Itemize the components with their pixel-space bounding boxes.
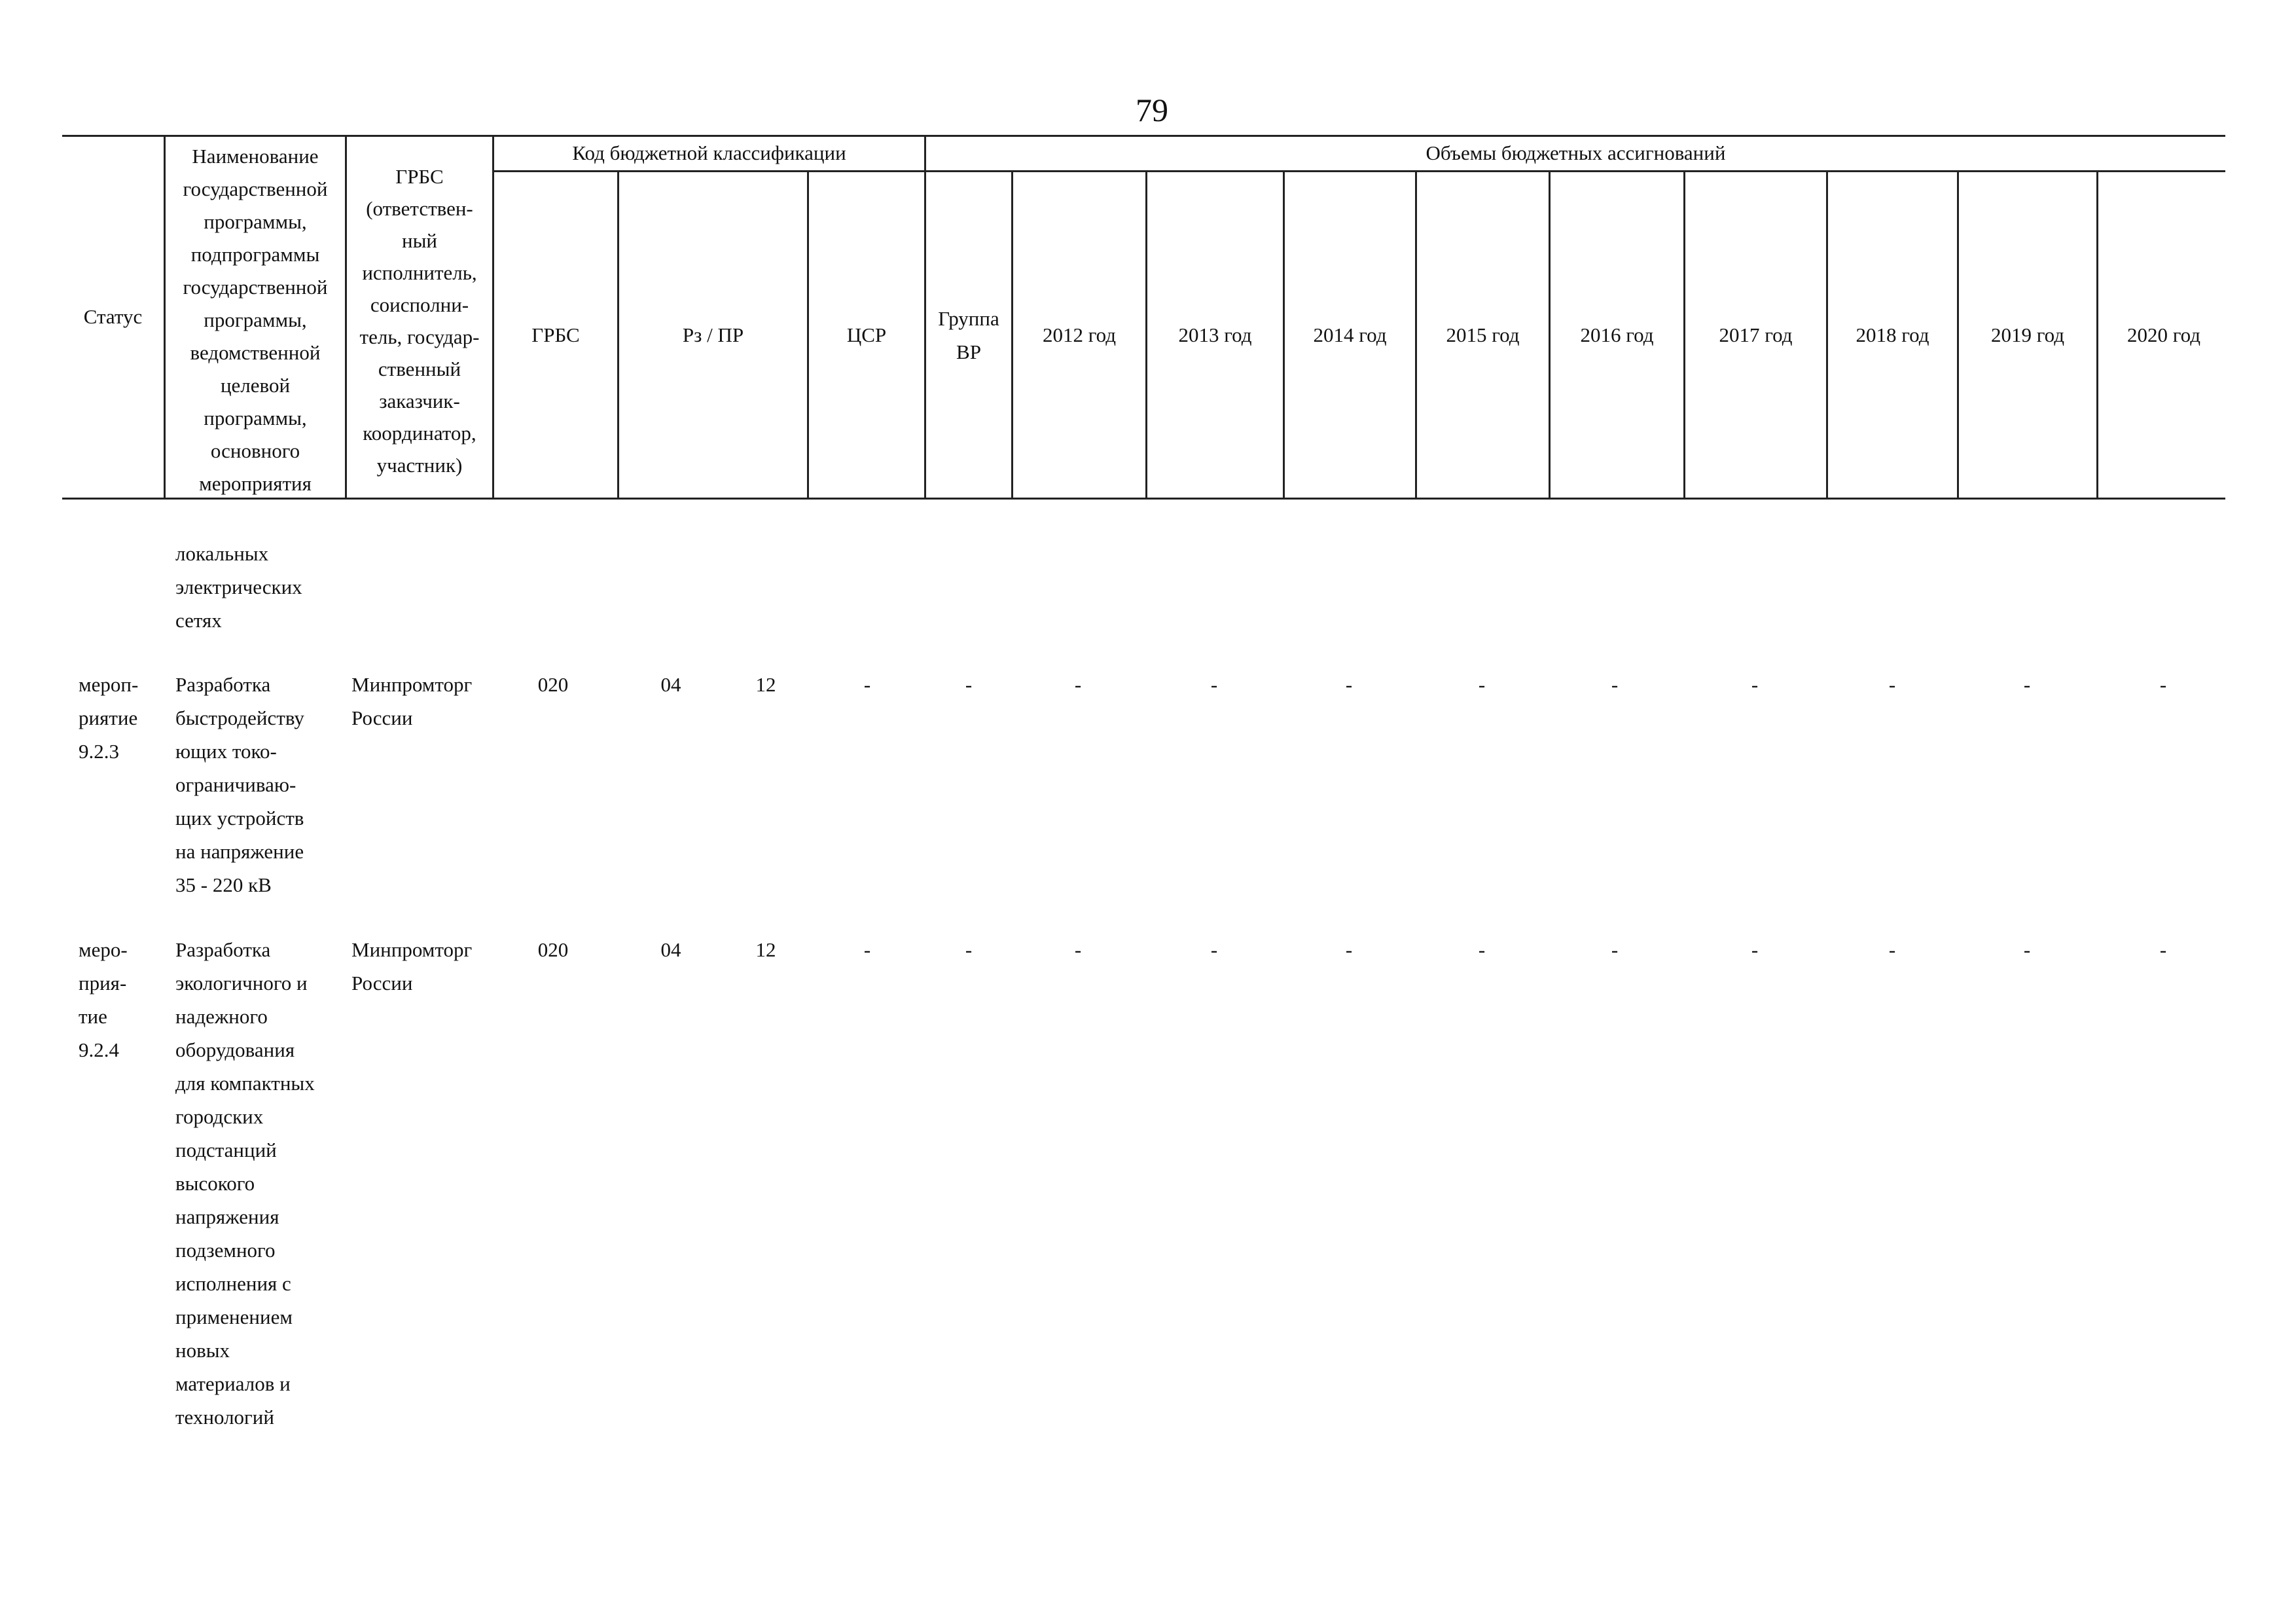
row-status: мероп- риятие 9.2.3 bbox=[79, 673, 139, 763]
row-status: меро- прия- тие 9.2.4 bbox=[79, 938, 128, 1061]
row-year-value: - bbox=[1345, 673, 1353, 696]
row-year-value: - bbox=[1751, 673, 1759, 696]
row-year-value: - bbox=[2023, 938, 2031, 961]
header-grbs-responsible: ГРБС (ответствен- ный исполнитель, соисполни- тель, государ- ственный заказчик- координатор, участник) bbox=[359, 165, 480, 477]
page-number: 79 bbox=[1136, 92, 1168, 128]
header-year: 2012 год bbox=[1042, 323, 1117, 346]
row-year-value: - bbox=[1888, 938, 1896, 961]
row-name: Разработка быстродейству ющих токо- ограничиваю- щих устройств на напряжение 35 - 220 кВ bbox=[175, 673, 304, 896]
row-year-value: - bbox=[1611, 938, 1619, 961]
header-group-vr: Группа ВР bbox=[938, 306, 999, 363]
row-executor: Минпромторг России bbox=[351, 673, 473, 729]
row-year-value: - bbox=[1074, 673, 1082, 696]
continuation-text: локальных электрических сетях bbox=[175, 542, 302, 632]
row-year-value: - bbox=[2159, 673, 2167, 696]
row-csr: - bbox=[863, 938, 871, 961]
row-rz: 04 bbox=[660, 938, 681, 961]
row-grbs: 020 bbox=[537, 673, 569, 696]
row-csr: - bbox=[863, 673, 871, 696]
header-rz-pr: Рз / ПР bbox=[682, 323, 744, 346]
row-year-value: - bbox=[1345, 938, 1353, 961]
header-bottom-rule bbox=[62, 498, 2225, 500]
header-year: 2015 год bbox=[1446, 323, 1520, 346]
header-year: 2013 год bbox=[1178, 323, 1252, 346]
row-vr: - bbox=[965, 673, 973, 696]
header-year: 2019 год bbox=[1990, 323, 2065, 346]
row-year-value: - bbox=[2023, 673, 2031, 696]
row-year-value: - bbox=[1478, 673, 1486, 696]
row-pr: 12 bbox=[755, 673, 776, 696]
header-budget-code-group: Код бюджетной классификации bbox=[572, 141, 846, 164]
header-status: Статус bbox=[83, 304, 143, 328]
row-year-value: - bbox=[1210, 938, 1218, 961]
row-year-value: - bbox=[1074, 938, 1082, 961]
row-grbs: 020 bbox=[537, 938, 569, 961]
header-program-name: Наименование государственной программы, подпрограммы государственной программы, ведомственной целевой программы, основного мероприятия bbox=[183, 145, 328, 495]
header-year: 2018 год bbox=[1856, 323, 1929, 346]
row-year-value: - bbox=[1478, 938, 1486, 961]
header-csr: ЦСР bbox=[846, 323, 887, 346]
row-vr: - bbox=[965, 938, 973, 961]
header-year: 2020 год bbox=[2126, 323, 2201, 346]
row-year-value: - bbox=[1751, 938, 1759, 961]
header-year: 2017 год bbox=[1719, 323, 1793, 346]
row-name: Разработка экологичного и надежного оборудования для компактных городских подстанций высокого напряжения подземного исполнения с применением новых материалов и технологий bbox=[175, 938, 315, 1429]
row-year-value: - bbox=[1210, 673, 1218, 696]
row-pr: 12 bbox=[755, 938, 776, 961]
row-year-value: - bbox=[2159, 938, 2167, 961]
row-executor: Минпромторг России bbox=[351, 938, 473, 994]
row-rz: 04 bbox=[660, 673, 681, 696]
header-year: 2016 год bbox=[1580, 323, 1654, 346]
row-year-value: - bbox=[1611, 673, 1619, 696]
header-year: 2014 год bbox=[1313, 323, 1387, 346]
header-volumes-group: Объемы бюджетных ассигнований bbox=[1426, 141, 1726, 164]
row-year-value: - bbox=[1888, 673, 1896, 696]
header-grbs: ГРБС bbox=[531, 323, 580, 346]
